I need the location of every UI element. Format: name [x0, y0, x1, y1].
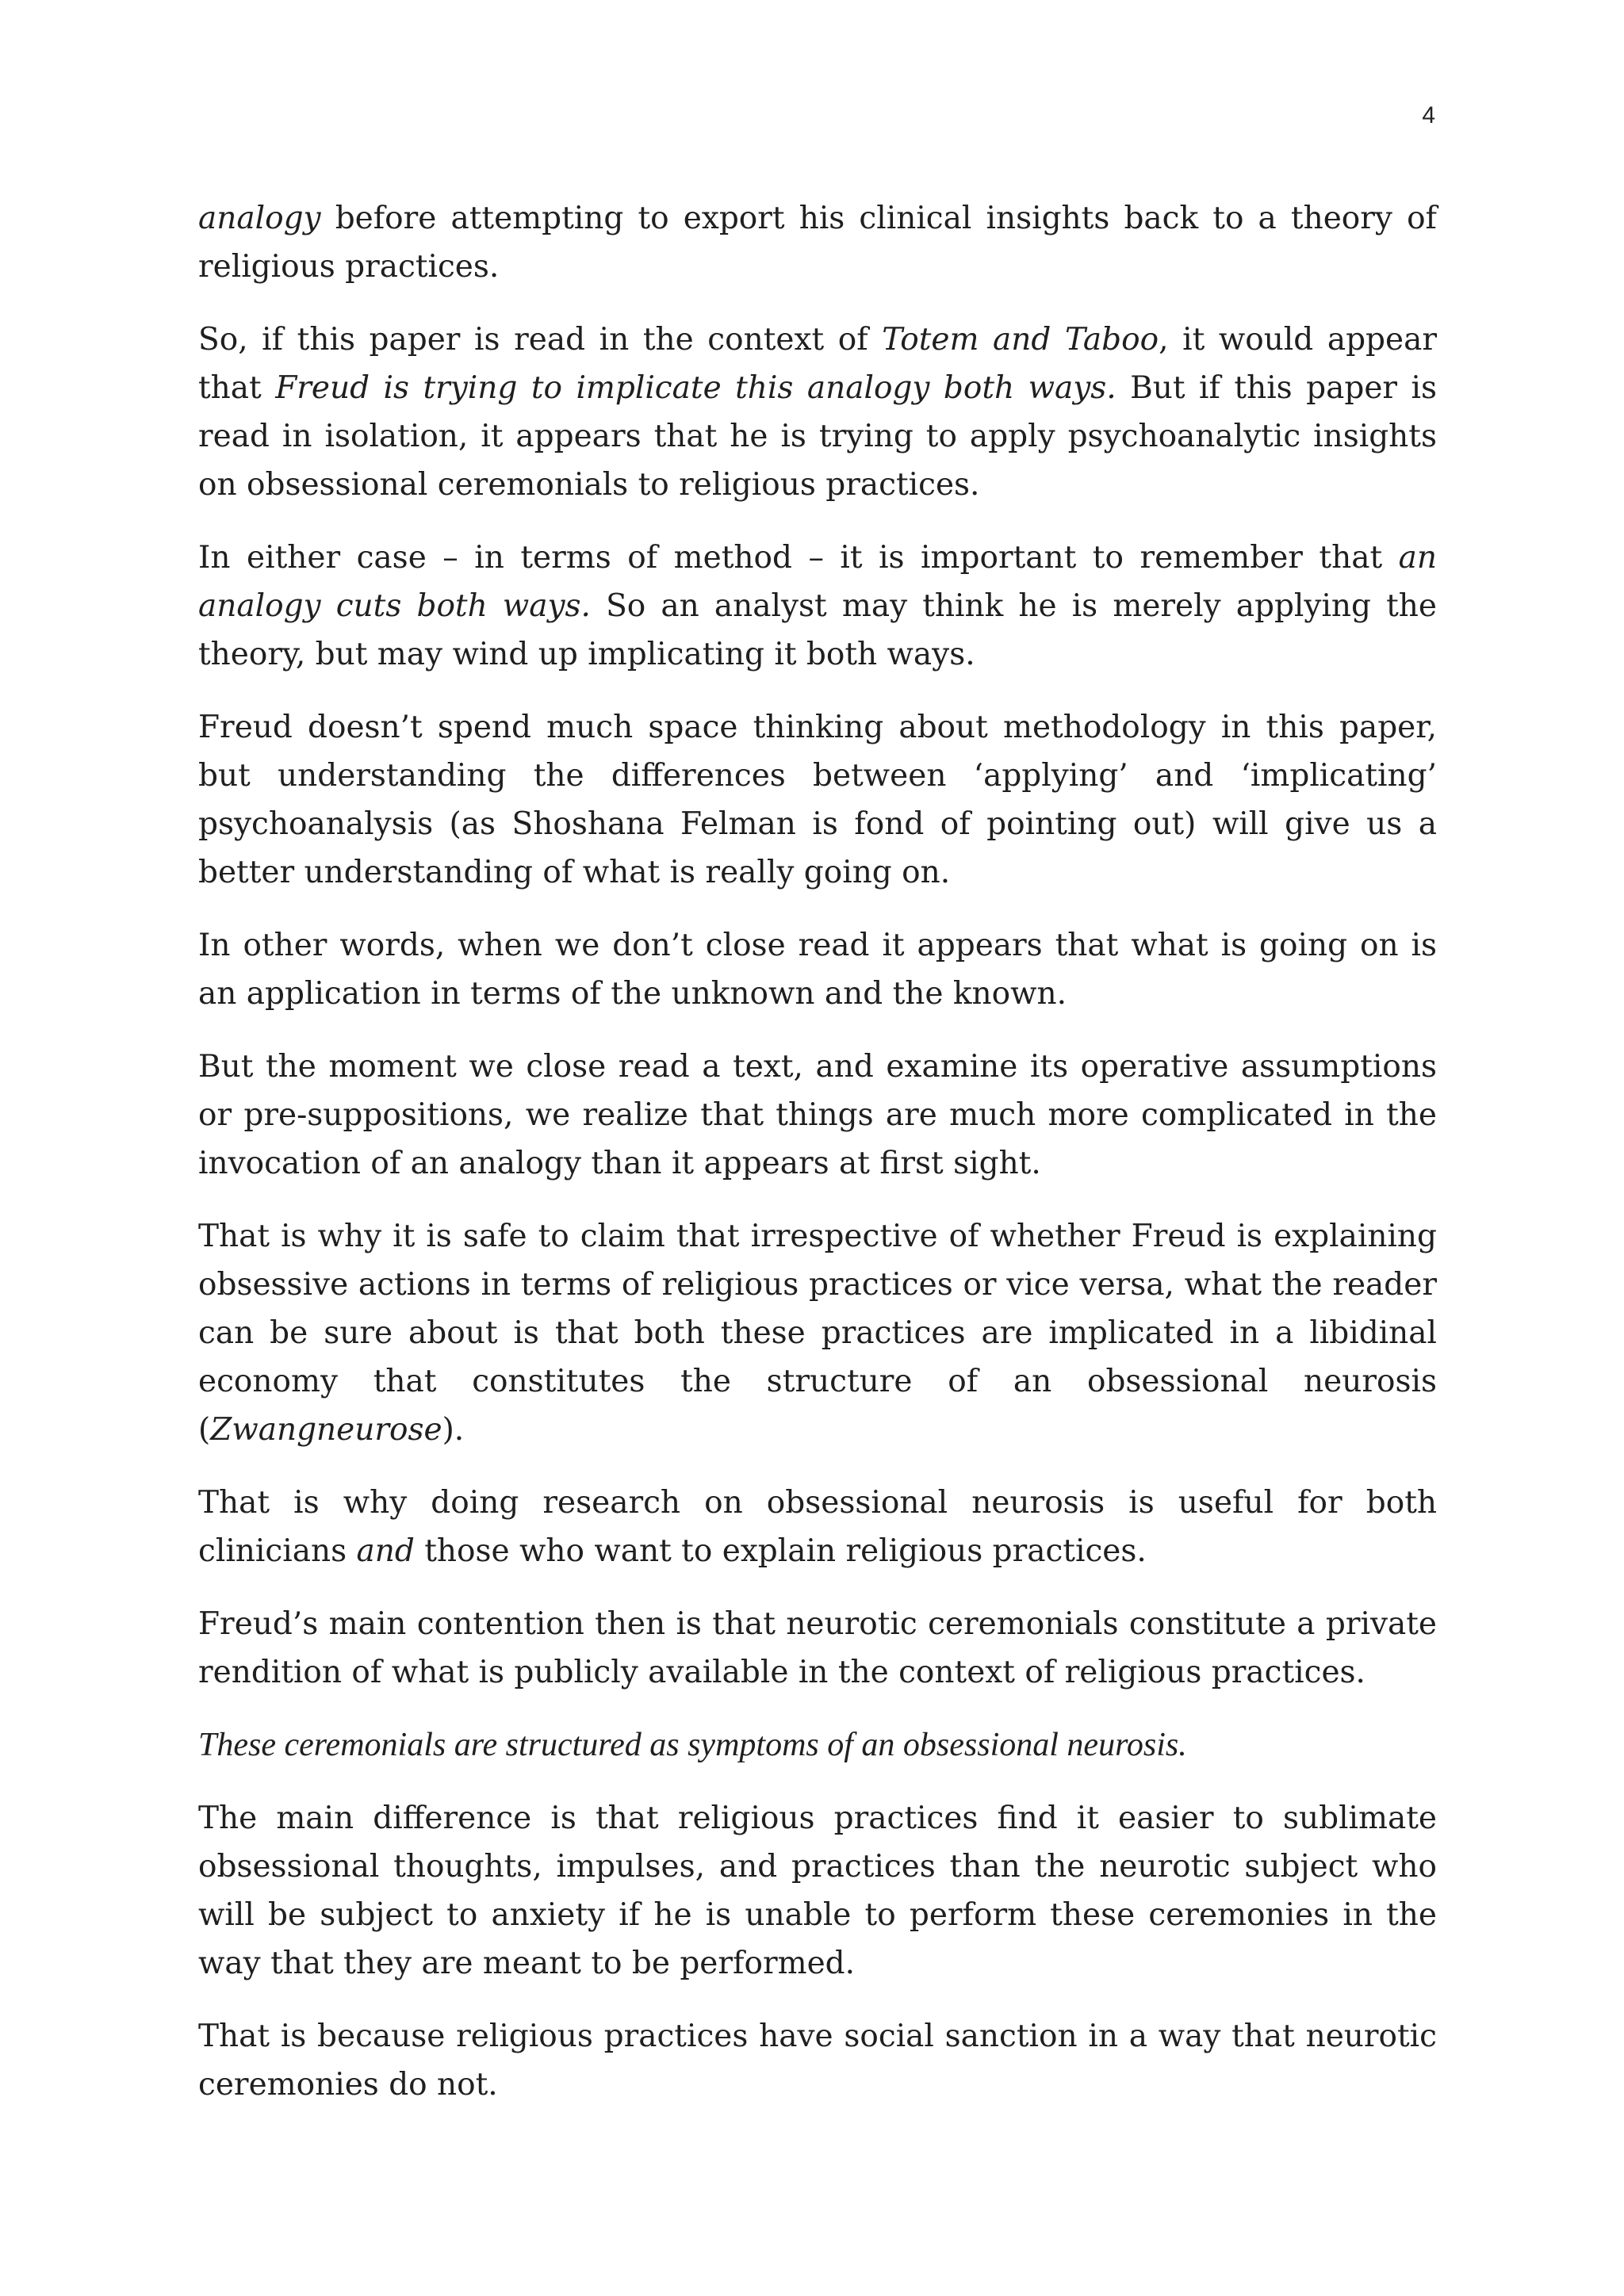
paragraph-text: That is why it is safe to claim that irrespective of whether Freud is explaining obsessive actions in terms of religious practices or vice versa, what the reader can be sure about is that both these practices are implicated in a libidinal economy that constitutes the structure of an obsessional neurosis (: [198, 1219, 1437, 1448]
paragraph-5: [198, 921, 1437, 1018]
paragraph-text: In either case – in terms of method – it is important to remember that: [198, 540, 1399, 576]
paragraph-text: analogy: [198, 201, 321, 236]
paragraph-text: So, if this paper is read in the context of: [198, 322, 883, 358]
paragraph-9: [198, 1600, 1437, 1697]
paragraph-text: before attempting to export his clinical insights back to a theory of religious practices.: [198, 201, 1437, 285]
paragraph-text: But the moment we close read a text, and examine its operative assumptions or pre-suppositions, we realize that things are much more complicated in the invocation of an analogy than it appears at first sight.: [198, 1049, 1437, 1181]
paragraph-3: [198, 534, 1437, 679]
paragraph-text: those who want to explain religious practices.: [414, 1533, 1147, 1569]
paragraph-2: [198, 316, 1437, 509]
paragraph-4: [198, 703, 1437, 897]
paragraph-text: So an analyst may think he is merely applying the theory, but may wind up implicating it both ways.: [198, 588, 1437, 672]
paragraph-text: In other words, when we don’t close read it appears that what is going on is an application in terms of the unknown and the known.: [198, 928, 1437, 1012]
paragraph-1: [198, 194, 1437, 291]
emphasis-text: Freud is trying to implicate this analogy both ways.: [275, 370, 1116, 406]
book-title: Totem and Taboo: [882, 322, 1159, 358]
document-body: [198, 194, 1437, 2133]
paragraph-10: [198, 1721, 1437, 1770]
emphasis-text: an analogy cuts both ways.: [198, 540, 1437, 624]
paragraph-text: ).: [442, 1412, 465, 1448]
page-number: 4: [1422, 102, 1435, 128]
emphasis-text: These ceremonials are structured as symptoms of an obsessional neurosis: [198, 1727, 1179, 1763]
paragraph-8: [198, 1479, 1437, 1575]
paragraph-text: .: [1178, 1727, 1187, 1763]
paragraph-text: That is why doing research on obsessional neurosis is useful for both clinicians: [198, 1485, 1437, 1569]
emphasis-text: and: [356, 1533, 415, 1569]
paragraph-text: But if this paper is read in isolation, it appears that he is trying to apply psychoanalytic insights on obsessional ceremonials to religious practices.: [198, 370, 1438, 503]
paragraph-6: [198, 1043, 1437, 1188]
paragraph-text: Freud’s main contention then is that neurotic ceremonials constitute a private rendition of what is publicly available in the context of religious practices.: [198, 1606, 1437, 1690]
paragraph-text: That is because religious practices have social sanction in a way that neurotic ceremonies do not.: [198, 2019, 1437, 2103]
paragraph-11: [198, 1794, 1437, 1988]
paragraph-7: [198, 1212, 1437, 1454]
foreign-term: Zwangneurose: [210, 1412, 442, 1448]
paragraph-12: [198, 2012, 1437, 2109]
paragraph-text: The main difference is that religious practices find it easier to sublimate obsessional thoughts, impulses, and practices than the neurotic subject who will be subject to anxiety if he is unable to perform these ceremonies in the way that they are meant to be performed.: [198, 1800, 1437, 1981]
paragraph-text: , it would appear that: [198, 322, 1437, 406]
paragraph-text: Freud doesn’t spend much space thinking about methodology in this paper, but understanding the differences between ‘applying’ and ‘implicating’ psychoanalysis (as Shoshana Felman is fond of pointing out) will give us a better understanding of what is really going on.: [198, 710, 1437, 890]
